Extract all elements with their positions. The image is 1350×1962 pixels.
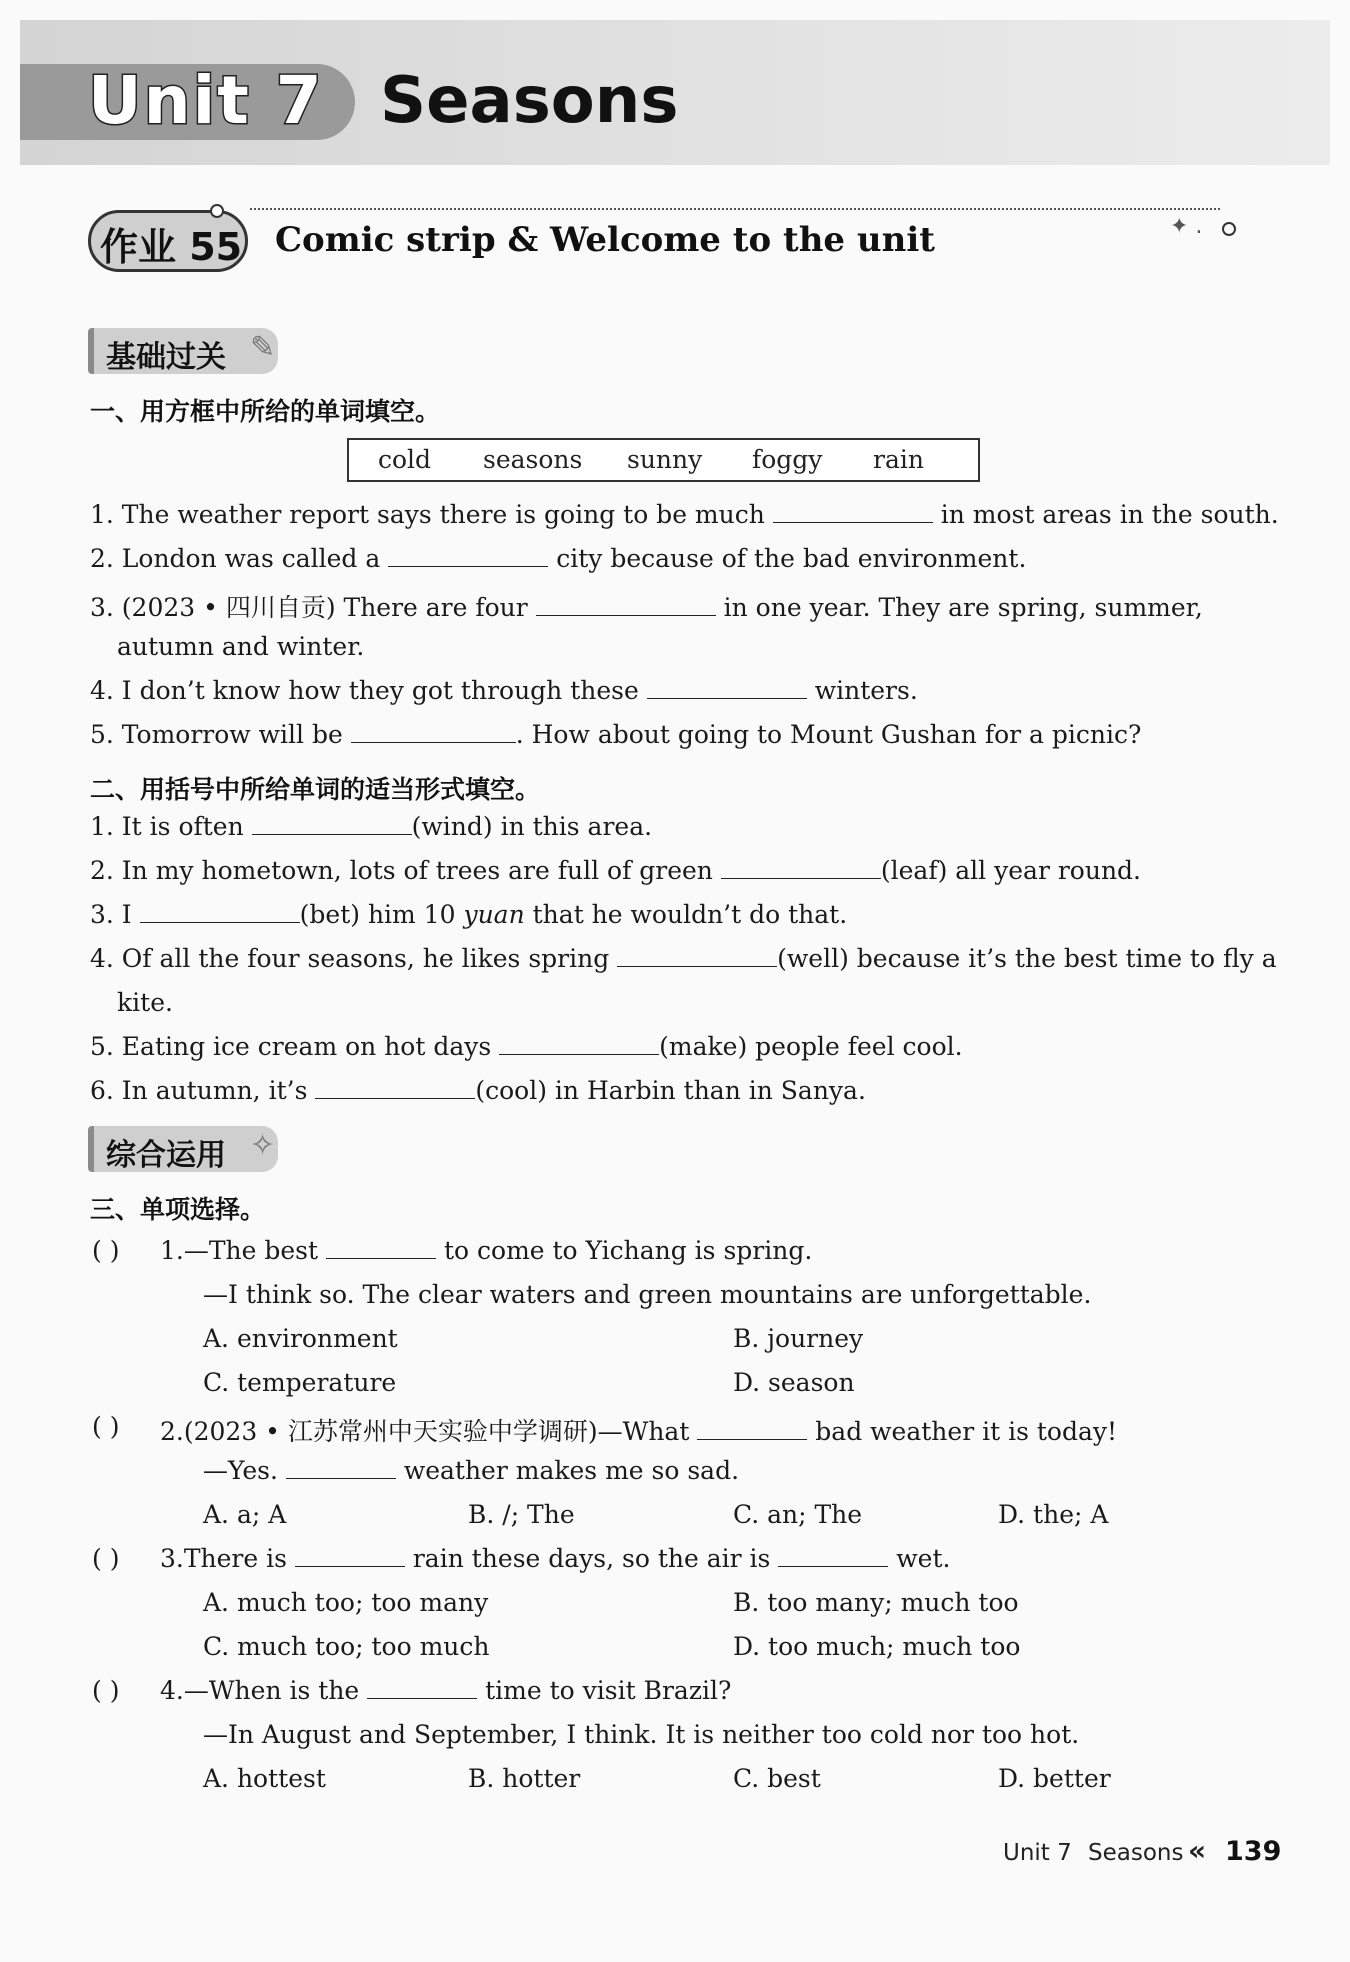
question-number: 4. — [160, 1676, 184, 1705]
sparkle-icon: ✦ . — [1170, 214, 1203, 239]
word-option: seasons — [483, 445, 583, 474]
unit-title: Seasons — [380, 64, 679, 138]
question-text: to come to Yichang is spring. — [443, 1236, 813, 1265]
option-b: B. too many; much too — [733, 1588, 1019, 1617]
answer-blank[interactable] — [617, 944, 777, 967]
part2-heading: 二、用括号中所给单词的适当形式填空。 — [90, 775, 541, 804]
question-line-cont — [203, 1456, 739, 1485]
question-number: 2. — [160, 1417, 184, 1446]
question-line — [90, 1076, 866, 1105]
question-line — [90, 588, 1203, 624]
pencil-icon: ✎ — [250, 330, 276, 365]
option-d: D. season — [733, 1368, 855, 1397]
sparkle-icon: ✧ — [250, 1128, 276, 1163]
question-text: (cool) in Harbin than in Sanya. — [475, 1076, 866, 1105]
question-line-cont: —In August and September, I think. It is neither too cold nor too hot. — [203, 1720, 1080, 1749]
option-d: D. better — [998, 1764, 1111, 1793]
question-text: 5. Eating ice cream on hot days — [90, 1032, 492, 1061]
question-line — [160, 1236, 812, 1265]
answer-blank[interactable] — [773, 500, 933, 523]
answer-blank — [697, 1417, 807, 1440]
question-line — [90, 544, 1026, 573]
section-tag-basic: 基础过关 — [88, 328, 278, 374]
option-a: A. much too; too many — [203, 1588, 489, 1617]
answer-blank[interactable] — [252, 812, 412, 835]
question-text: . How about going to Mount Gushan for a picnic? — [515, 720, 1142, 749]
question-line — [90, 900, 847, 929]
question-text: (bet) him 10 — [299, 900, 456, 929]
question-line — [160, 1676, 731, 1705]
answer-parentheses[interactable]: ( ) — [92, 1544, 120, 1573]
question-text: (make) people feel cool. — [659, 1032, 963, 1061]
option-b: B. hotter — [468, 1764, 581, 1793]
word-option: cold — [378, 445, 432, 474]
option-c: C. much too; too much — [203, 1632, 490, 1661]
answer-blank[interactable] — [536, 593, 716, 616]
question-text: bad weather it is today! — [815, 1417, 1118, 1446]
question-line — [90, 676, 918, 705]
question-line — [90, 812, 652, 841]
question-text: time to visit Brazil? — [485, 1676, 732, 1705]
answer-blank — [286, 1456, 396, 1479]
question-text: 6. In autumn, it’s — [90, 1076, 308, 1105]
question-text: 2. London was called a — [90, 544, 381, 573]
footer-unit: Unit 7 — [1003, 1840, 1072, 1866]
answer-blank[interactable] — [315, 1076, 475, 1099]
question-text: (well) because it’s the best time to fly a — [777, 944, 1277, 973]
option-b: B. journey — [733, 1324, 864, 1353]
footer-title: Seasons — [1088, 1840, 1184, 1866]
option-d: D. the; A — [998, 1500, 1109, 1529]
question-text: rain these days, so the air is — [412, 1544, 771, 1573]
question-text: winters. — [814, 676, 918, 705]
answer-blank[interactable] — [140, 900, 300, 923]
question-text: 4. Of all the four seasons, he likes spring — [90, 944, 610, 973]
answer-blank — [778, 1544, 888, 1567]
answer-blank — [295, 1544, 405, 1567]
question-text: in most areas in the south. — [940, 500, 1279, 529]
answer-blank[interactable] — [647, 676, 807, 699]
word-option: rain — [873, 445, 924, 474]
question-text: —The best — [183, 1236, 319, 1265]
option-c: C. temperature — [203, 1368, 397, 1397]
question-text: 2. In my hometown, lots of trees are full of green — [90, 856, 713, 885]
answer-blank — [326, 1236, 436, 1259]
unit-label: Unit 7 — [88, 62, 324, 139]
question-line — [90, 720, 1141, 749]
question-text: There is — [183, 1544, 287, 1573]
question-number: 1. — [160, 1236, 184, 1265]
divider-end-dot — [1222, 222, 1236, 236]
question-text: weather makes me so sad. — [403, 1456, 740, 1485]
page-number: 139 — [1225, 1836, 1282, 1867]
homework-number: 作业 55 — [100, 225, 243, 269]
question-text: (leaf) all year round. — [880, 856, 1141, 885]
question-line — [160, 1544, 950, 1573]
question-text: 3. (2023 • 四川自贡) There are four — [90, 593, 528, 622]
question-text: —Yes. — [203, 1456, 278, 1485]
question-text: 1. It is often — [90, 812, 244, 841]
question-text: yuan — [463, 900, 525, 929]
question-text: (wind) in this area. — [411, 812, 653, 841]
question-text: 3. I — [90, 900, 132, 929]
option-a: A. hottest — [203, 1764, 326, 1793]
question-text: 5. Tomorrow will be — [90, 720, 343, 749]
answer-blank — [367, 1676, 477, 1699]
question-line-cont: —I think so. The clear waters and green mountains are unforgettable. — [203, 1280, 1092, 1309]
option-c: C. an; The — [733, 1500, 863, 1529]
answer-blank[interactable] — [351, 720, 516, 743]
question-line-cont: kite. — [117, 988, 173, 1017]
option-d: D. too much; much too — [733, 1632, 1021, 1661]
answer-blank[interactable] — [388, 544, 548, 567]
part3-heading: 三、单项选择。 — [90, 1195, 266, 1224]
question-text: 1. The weather report says there is going to be much — [90, 500, 765, 529]
question-text: (2023 • 江苏常州中天实验中学调研)—What — [183, 1417, 690, 1446]
question-text: in one year. They are spring, summer, — [723, 593, 1203, 622]
question-text: 4. I don’t know how they got through these — [90, 676, 639, 705]
question-line — [90, 944, 1277, 973]
option-a: A. environment — [203, 1324, 398, 1353]
question-line — [90, 1032, 963, 1061]
option-a: A. a; A — [203, 1500, 287, 1529]
answer-parentheses[interactable]: ( ) — [92, 1676, 120, 1705]
double-chevron-left-icon: « — [1188, 1834, 1207, 1867]
word-option: sunny — [627, 445, 703, 474]
answer-parentheses[interactable]: ( ) — [92, 1412, 120, 1441]
question-text: that he wouldn’t do that. — [532, 900, 848, 929]
option-b: B. /; The — [468, 1500, 575, 1529]
question-line — [90, 500, 1279, 529]
answer-parentheses[interactable]: ( ) — [92, 1236, 120, 1265]
divider-start-dot — [210, 204, 224, 218]
answer-blank[interactable] — [499, 1032, 659, 1055]
answer-blank[interactable] — [721, 856, 881, 879]
word-option: foggy — [752, 445, 823, 474]
question-text: city because of the bad environment. — [556, 544, 1027, 573]
section-tag-comprehensive: 综合运用 — [88, 1126, 278, 1172]
option-c: C. best — [733, 1764, 821, 1793]
question-text: —When is the — [183, 1676, 360, 1705]
question-line — [160, 1412, 1117, 1448]
question-number: 3. — [160, 1544, 184, 1573]
homework-title: Comic strip & Welcome to the unit — [275, 220, 935, 260]
question-text: wet. — [896, 1544, 951, 1573]
part1-heading: 一、用方框中所给的单词填空。 — [90, 397, 441, 426]
question-line-cont: autumn and winter. — [117, 632, 365, 661]
question-line — [90, 856, 1141, 885]
